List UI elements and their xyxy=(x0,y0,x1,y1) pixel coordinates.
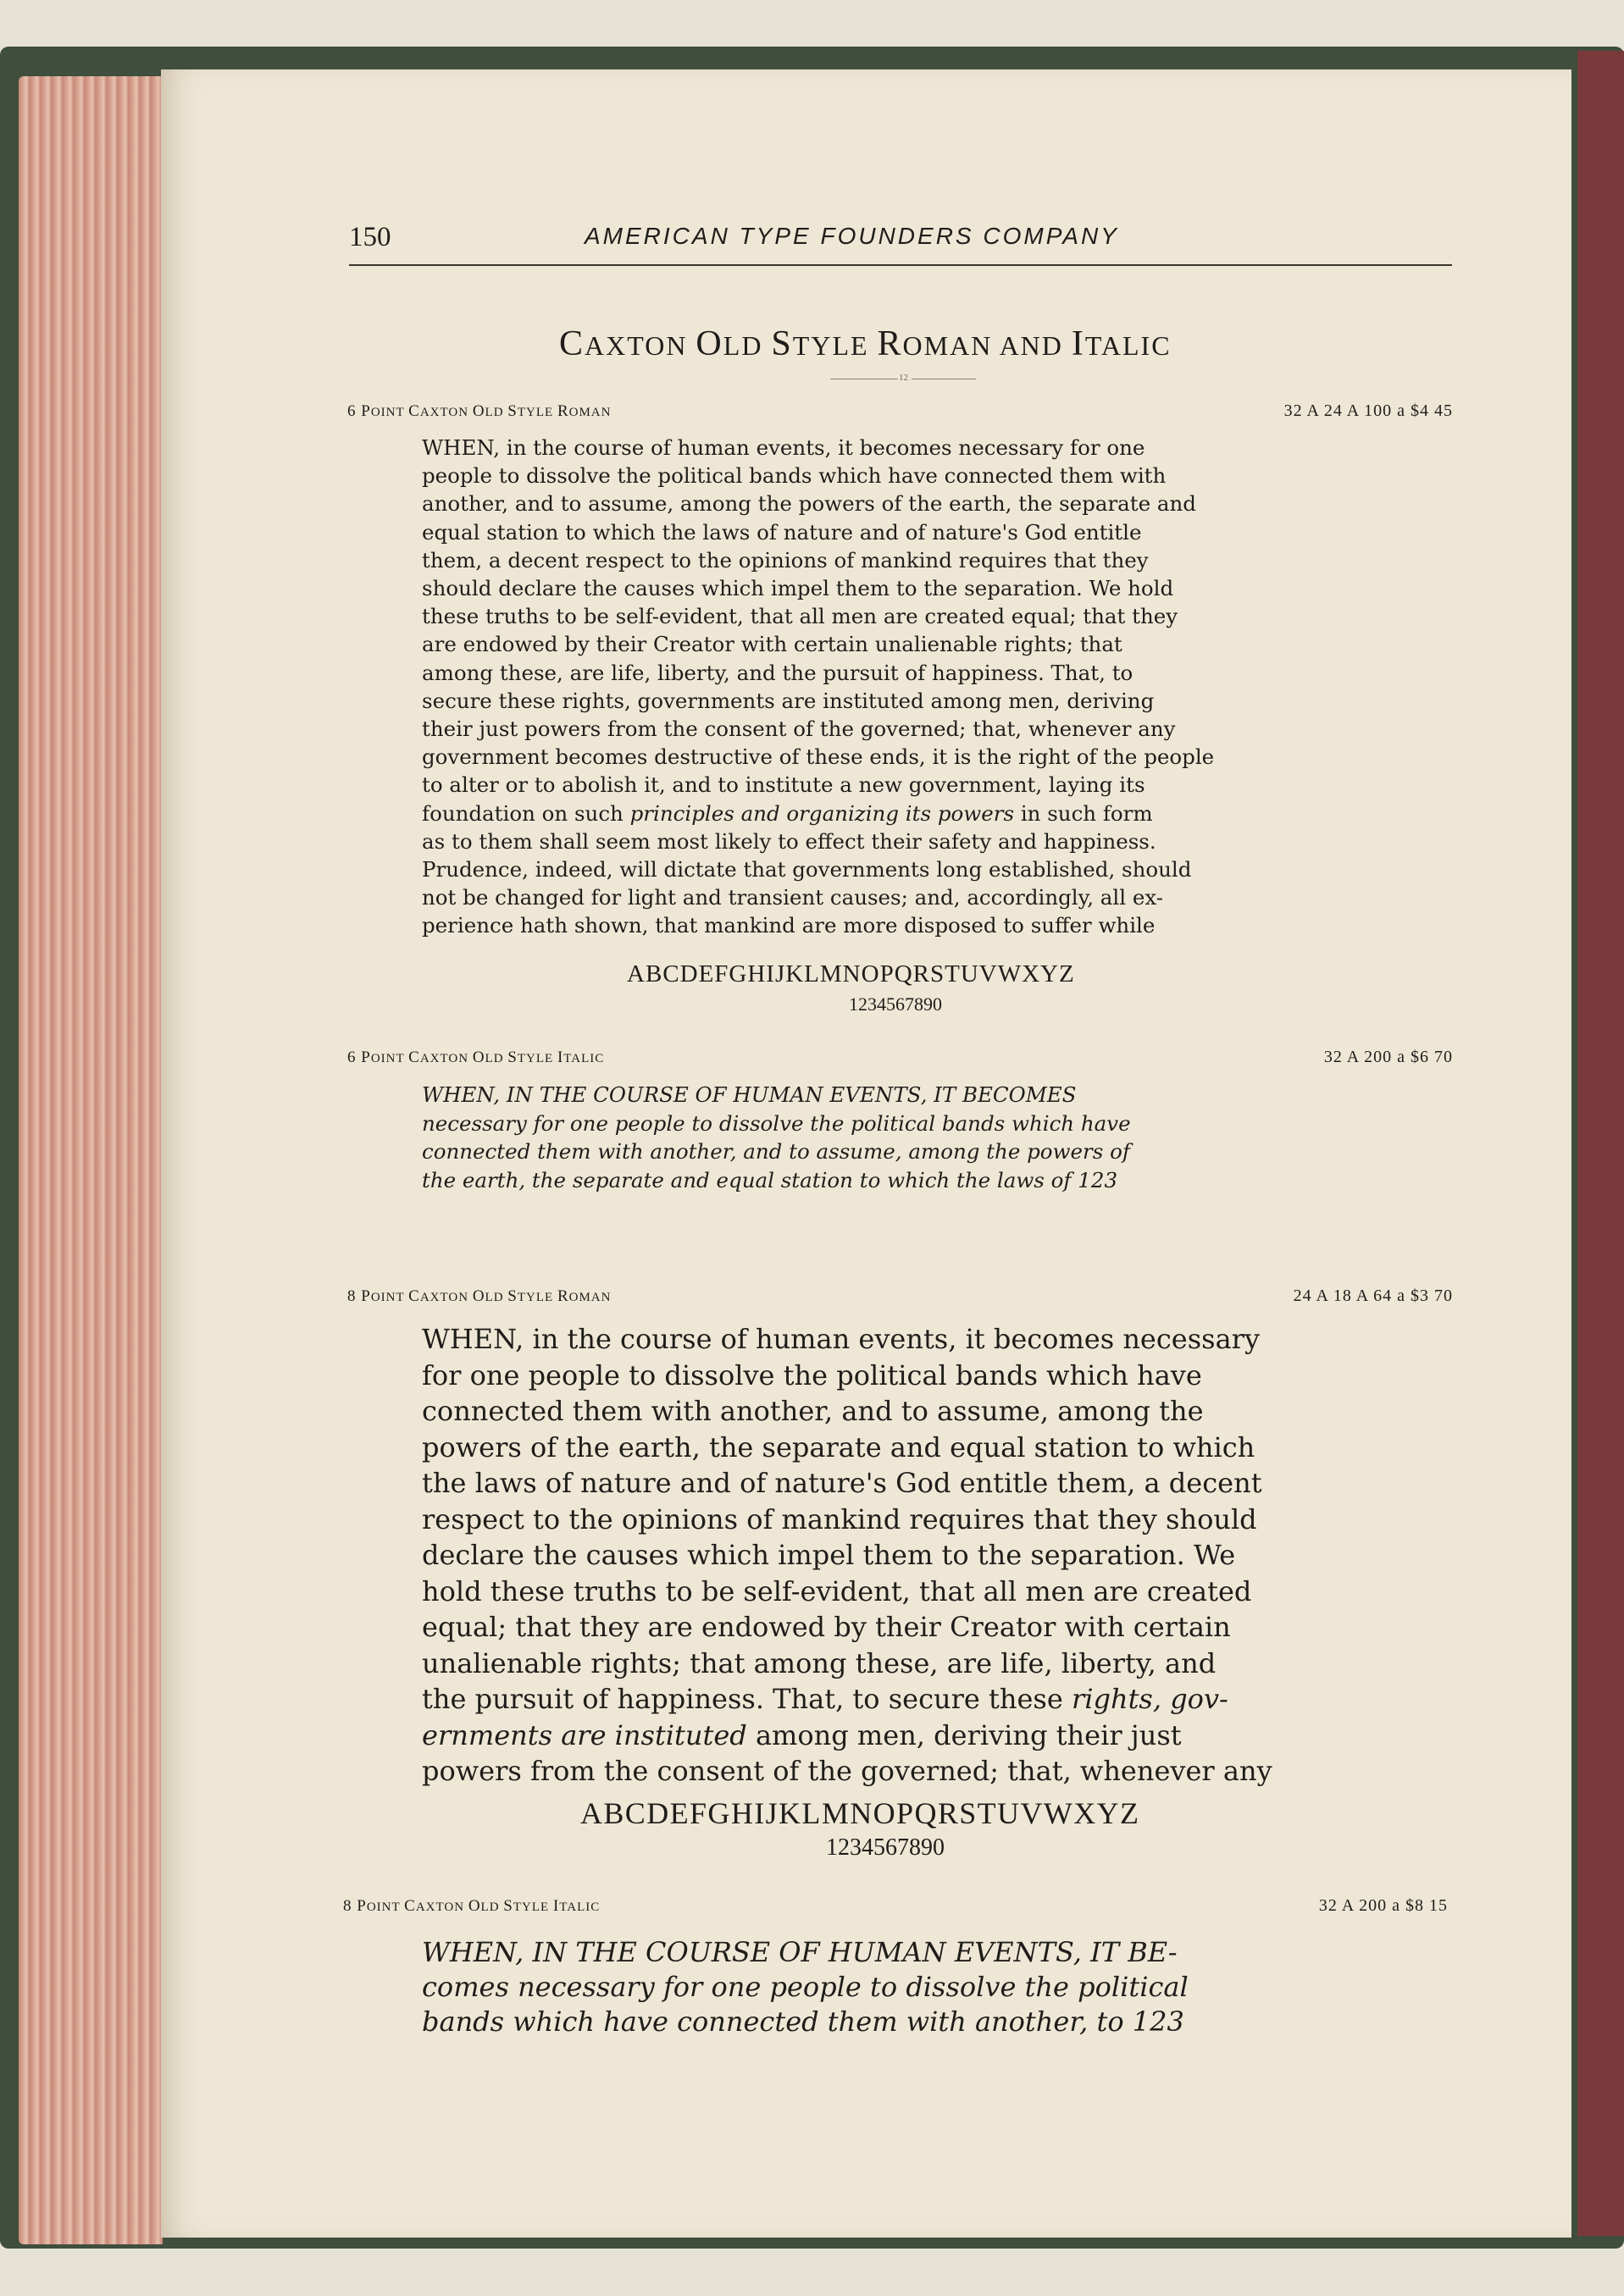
text-line: powers of the earth, the separate and equal station to which xyxy=(422,1430,1255,1463)
text-line: among these, are life, liberty, and the pursuit of happiness. That, to xyxy=(422,660,1133,685)
text-line: as to them shall seem most likely to effect their safety and happiness. xyxy=(422,828,1156,854)
text-line: WHEN, IN THE COURSE OF HUMAN EVENTS, IT BE- xyxy=(422,1936,1178,1968)
text-line: the laws of nature and of nature's God entitle them, a decent xyxy=(422,1467,1262,1499)
page-title: CAXTON OLD STYLE ROMAN AND ITALIC xyxy=(559,324,1172,363)
figures-showing: 1234567890 xyxy=(826,1834,945,1861)
text-line: to alter or to abolish it, and to institute a new government, laying its xyxy=(422,772,1145,798)
section-label: 6 POINT CAXTON OLD STYLE ITALIC xyxy=(347,1048,605,1066)
text-line: not be changed for light and transient causes; and, accordingly, all ex- xyxy=(422,885,1164,910)
text-line: powers from the consent of the governed; that, whenever any xyxy=(422,1755,1272,1787)
book-spine-edge xyxy=(1577,51,1624,2236)
running-head: AMERICAN TYPE FOUNDERS COMPANY xyxy=(585,223,1119,249)
text-line: hold these truths to be self-evident, that all men are created xyxy=(422,1574,1252,1607)
rule-number: 12 xyxy=(899,373,908,383)
specimen-text-block xyxy=(422,1081,1131,1194)
specimen-text-block xyxy=(422,1321,1272,1790)
price-info: 32 A 24 A 100 a $4 45 xyxy=(1283,401,1453,420)
text-line: WHEN, in the course of human events, it becomes necessary for one xyxy=(422,435,1145,460)
section-label: 8 POINT CAXTON OLD STYLE ITALIC xyxy=(343,1897,601,1915)
text-line: WHEN, IN THE COURSE OF HUMAN EVENTS, IT BECOMES xyxy=(422,1082,1077,1107)
price-info: 24 A 18 A 64 a $3 70 xyxy=(1293,1286,1453,1305)
text-line: connected them with another, and to assume, among the powers of xyxy=(422,1139,1130,1164)
text-line: the pursuit of happiness. That, to secure these rights, gov- xyxy=(422,1683,1228,1715)
text-line: comes necessary for one people to dissolve the political xyxy=(422,1971,1189,2003)
text-line: should declare the causes which impel them to the separation. We hold xyxy=(422,576,1174,601)
text-line: WHEN, in the course of human events, it becomes necessary xyxy=(422,1323,1261,1355)
header-rule xyxy=(349,264,1452,266)
alphabet-showing: ABCDEFGHIJKLMNOPQRSTUVWXYZ xyxy=(627,960,1075,988)
figures-showing: 1234567890 xyxy=(849,993,942,1015)
text-line: declare the causes which impel them to the separation. We xyxy=(422,1539,1236,1571)
specimen-text-block xyxy=(422,434,1214,940)
section-label: 6 POINT CAXTON OLD STYLE ROMAN xyxy=(347,402,612,420)
page-number: 150 xyxy=(349,222,391,252)
text-line: equal station to which the laws of nature and of nature's God entitle xyxy=(422,519,1142,545)
text-line: unalienable rights; that among these, are life, liberty, and xyxy=(422,1646,1217,1679)
text-line: the earth, the separate and equal station to which the laws of 123 xyxy=(422,1167,1118,1192)
alphabet-showing: ABCDEFGHIJKLMNOPQRSTUVWXYZ xyxy=(580,1796,1140,1830)
text-line: are endowed by their Creator with certain unalienable rights; that xyxy=(422,632,1122,657)
text-line: perience hath shown, that mankind are more disposed to suffer while xyxy=(422,913,1156,938)
text-line: foundation on such principles and organizing its powers in such form xyxy=(422,800,1153,826)
text-line: ernments are instituted among men, deriving their just xyxy=(422,1718,1182,1751)
text-line: necessary for one people to dissolve the political bands which have xyxy=(422,1110,1131,1136)
page-edges xyxy=(19,76,163,2244)
text-line: another, and to assume, among the powers of the earth, the separate and xyxy=(422,491,1196,517)
text-line: Prudence, indeed, will dictate that governments long established, should xyxy=(422,857,1192,882)
price-info: 32 A 200 a $6 70 xyxy=(1323,1048,1453,1066)
text-line: people to dissolve the political bands which have connected them with xyxy=(422,463,1167,489)
price-info: 32 A 200 a $8 15 xyxy=(1318,1896,1448,1915)
text-line: for one people to dissolve the political bands which have xyxy=(422,1358,1202,1391)
text-line: their just powers from the consent of the governed; that, whenever any xyxy=(422,716,1176,742)
text-line: secure these rights, governments are instituted among men, deriving xyxy=(422,688,1155,713)
section-label: 8 POINT CAXTON OLD STYLE ROMAN xyxy=(347,1287,612,1305)
specimen-text-block xyxy=(422,1935,1189,2039)
text-line: respect to the opinions of mankind requires that they should xyxy=(422,1502,1257,1535)
text-line: these truths to be self-evident, that all men are created equal; that they xyxy=(422,604,1178,629)
text-line: government becomes destructive of these ends, it is the right of the people xyxy=(422,744,1215,770)
text-line: bands which have connected them with another, to 123 xyxy=(422,2006,1184,2038)
text-line: connected them with another, and to assume, among the xyxy=(422,1395,1204,1427)
text-line: them, a decent respect to the opinions of mankind requires that they xyxy=(422,547,1149,573)
text-line: equal; that they are endowed by their Creator with certain xyxy=(422,1611,1231,1643)
